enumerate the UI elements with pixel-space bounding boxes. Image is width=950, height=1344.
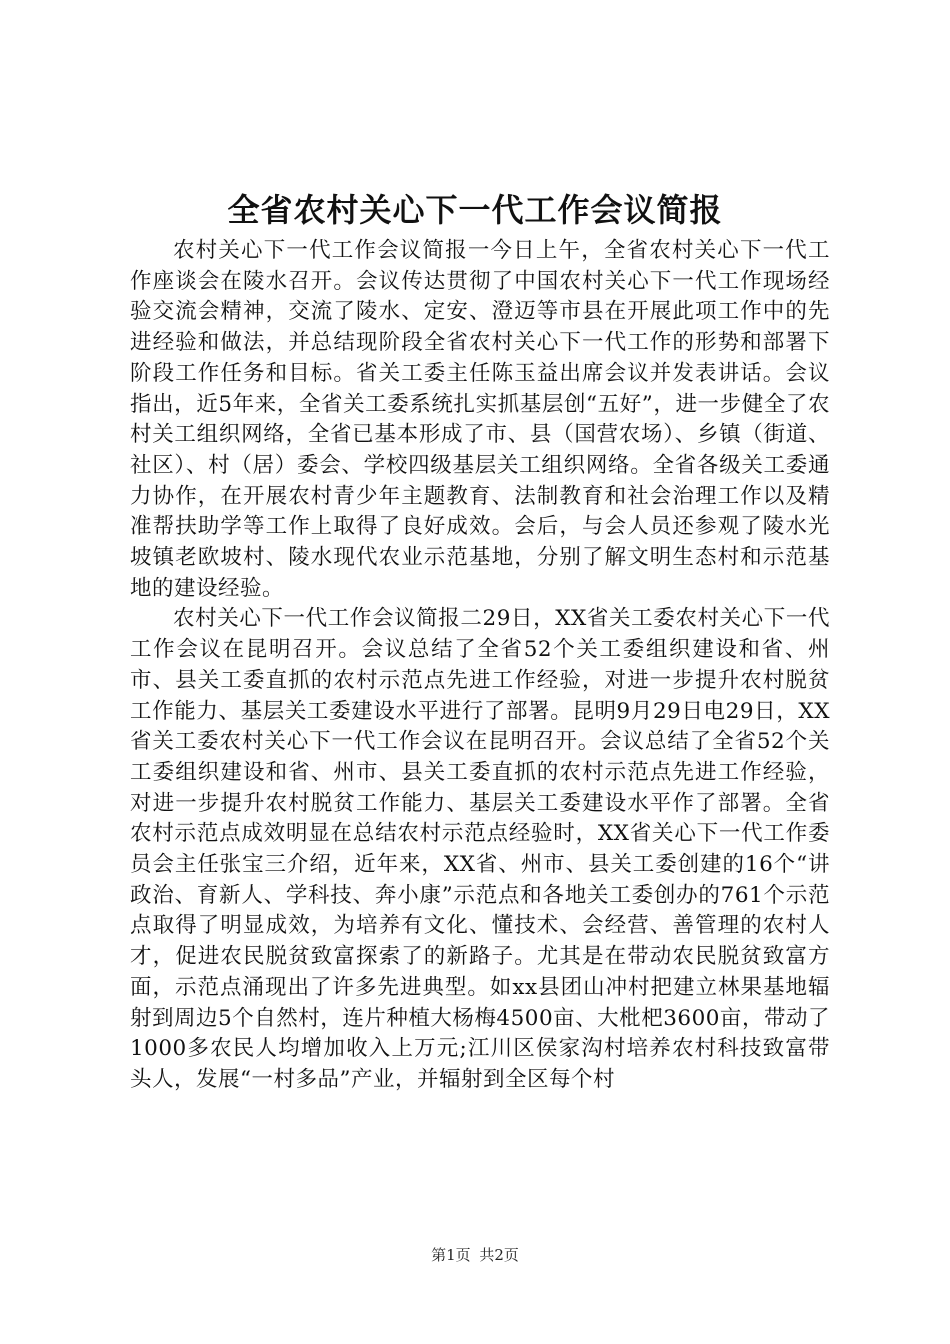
- page-footer: [0, 1244, 950, 1265]
- page-number: 第1页: [431, 1246, 471, 1264]
- page-total: 共2页: [479, 1246, 519, 1264]
- document-body: [130, 236, 830, 1096]
- paragraph-2: 农村关心下一代工作会议简报二29日，XX省关工委农村关心下一代工作会议在昆明召开。会议总结了全省52个关工委组织建设和省、州市、县关工委直抓的农村示范点先进工作经验，对进一步提升农村脱贫工作能力、基层关工委建设水平进行了部署。昆明9月29日电29日，XX省关工委农村关心下一代工作会议在昆明召开。会议总结了全省52个关工委组织建设和省、州市、县关工委直抓的农村示范点先进工作经验，对进一步提升农村脱贫工作能力、基层关工委建设水平作了部署。全省农村示范点成效明显在总结农村示范点经验时，XX省关心下一代工作委员会主任张宝三介绍，近年来，XX省、州市、县关工委创建的16个“讲政治、育新人、学科技、奔小康”示范点和各地关工委创办的761个示范点取得了明显成效，为培养有文化、懂技术、会经营、善管理的农村人才，促进农民脱贫致富探索了的新路子。尤其是在带动农民脱贫致富方面，示范点涌现出了许多先进典型。如xx县团山冲村把建立林果基地辐射到周边5个自然村，连片种植大杨梅4500亩、大枇杷3600亩，带动了1000多农民人均增加收入上万元;江川区侯家沟村培养农村科技致富带头人，发展“一村多品”产业，并辐射到全区每个村: [130, 606, 830, 1092]
- paragraph-1: 农村关心下一代工作会议简报一今日上午，全省农村关心下一代工作座谈会在陵水召开。会议传达贯彻了中国农村关心下一代工作现场经验交流会精神，交流了陵水、定安、澄迈等市县在开展此项工作中的先进经验和做法，并总结现阶段全省农村关心下一代工作的形势和部署下阶段工作任务和目标。省关工委主任陈玉益出席会议并发表讲话。会议指出，近5年来，全省关工委系统扎实抓基层创“五好”，进一步健全了农村关工组织网络，全省已基本形成了市、县（国营农场）、乡镇（街道、社区）、村（居）委会、学校四级基层关工组织网络。全省各级关工委通力协作，在开展农村青少年主题教育、法制教育和社会治理工作以及精准帮扶助学等工作上取得了良好成效。会后，与会人员还参观了陵水光坡镇老欧坡村、陵水现代农业示范基地，分别了解文明生态村和示范基地的建设经验。: [130, 238, 830, 601]
- document-title: 全省农村关心下一代工作会议简报: [227, 191, 723, 229]
